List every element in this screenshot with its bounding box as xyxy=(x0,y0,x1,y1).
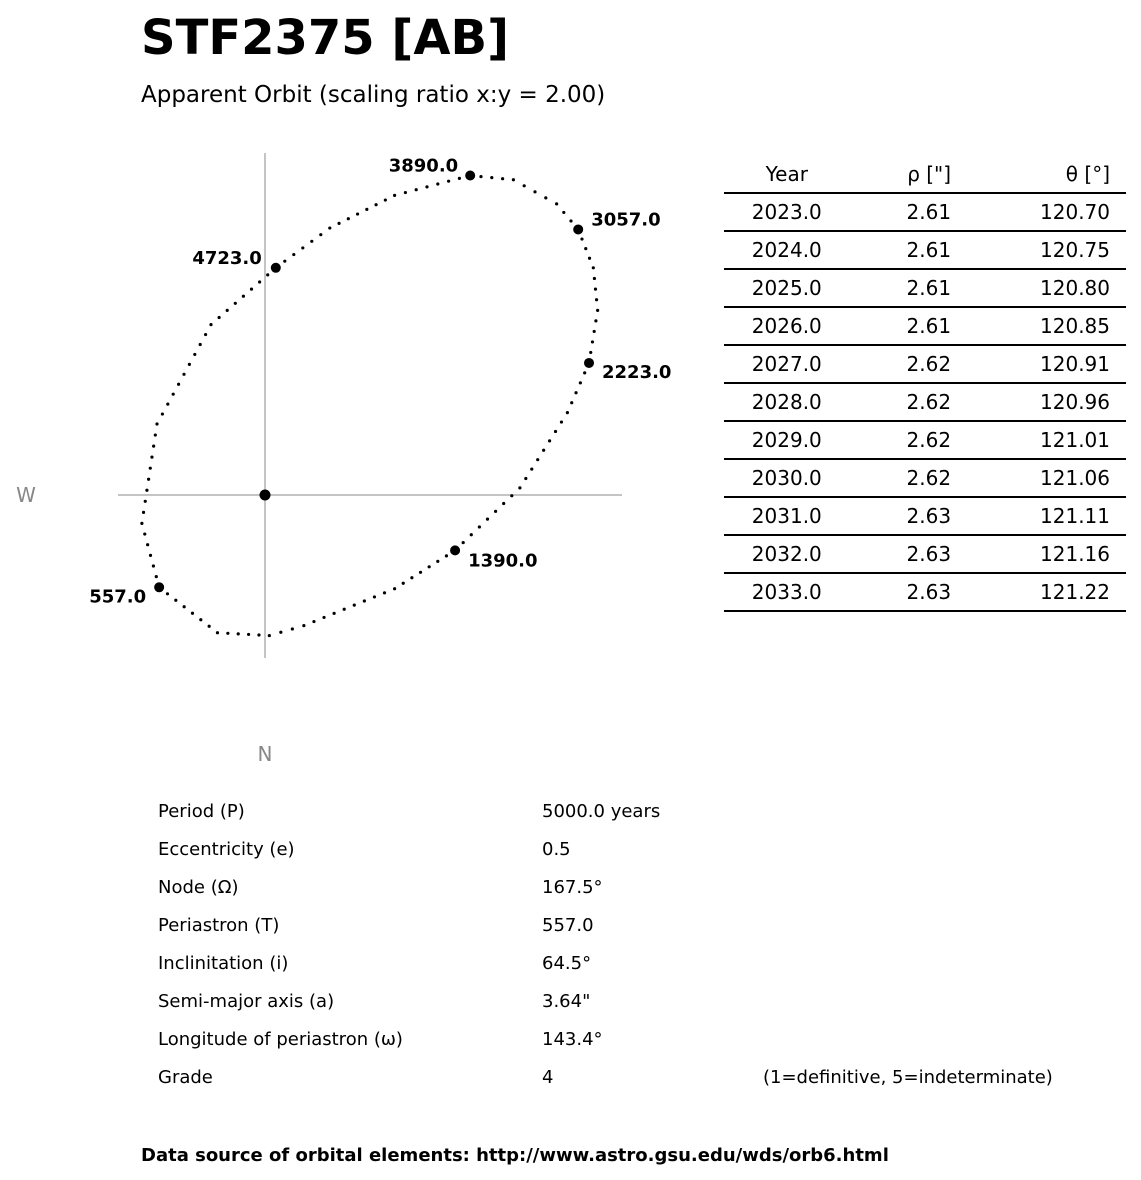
orbit-dot xyxy=(393,587,396,590)
orbit-dot xyxy=(583,371,586,374)
orbit-dot xyxy=(268,634,271,637)
year-cell: 2023.0 xyxy=(724,193,850,231)
rho-cell: 2.63 xyxy=(850,497,951,535)
theta-cell: 120.96 xyxy=(951,383,1126,421)
orbit-dot xyxy=(447,180,450,183)
orbit-dot xyxy=(152,444,155,447)
element-value: 0.5 xyxy=(542,839,571,860)
element-label: Grade xyxy=(158,1067,213,1088)
orbit-dot xyxy=(512,178,515,181)
orbit-dot xyxy=(218,316,221,319)
rho-cell: 2.62 xyxy=(850,345,951,383)
epoch-label: 3057.0 xyxy=(591,209,661,231)
orbit-dot xyxy=(247,633,250,636)
theta-cell: 121.22 xyxy=(951,573,1126,611)
orbit-dot xyxy=(410,576,413,579)
orbit-dot xyxy=(436,560,439,563)
orbit-dot xyxy=(542,449,545,452)
element-value: 143.4° xyxy=(542,1029,603,1050)
element-label: Semi-major axis (a) xyxy=(158,991,335,1012)
ephemeris-row xyxy=(724,573,1126,611)
epoch-label: 3890.0 xyxy=(388,155,459,177)
epoch-marker xyxy=(154,582,164,592)
orbit-dot xyxy=(142,511,145,514)
epoch-marker xyxy=(450,545,460,555)
element-label: Node (Ω) xyxy=(158,877,239,898)
orbit-dot xyxy=(486,518,489,521)
orbit-dot xyxy=(149,554,152,557)
orbit-dot xyxy=(479,175,482,178)
orbit-dot xyxy=(242,295,245,298)
orbit-dot xyxy=(562,211,565,214)
element-label: Inclinitation (i) xyxy=(158,953,289,974)
ephemeris-row xyxy=(724,497,1126,535)
page-title: STF2375 [AB] xyxy=(141,10,510,66)
orbit-dot xyxy=(353,604,356,607)
orbit-dot xyxy=(373,595,376,598)
orbit-dot xyxy=(570,401,573,404)
orbit-dot xyxy=(393,194,396,197)
rho-cell: 2.61 xyxy=(850,193,951,231)
orbit-dot xyxy=(536,458,539,461)
element-value: 167.5° xyxy=(542,877,603,898)
orbit-dot xyxy=(589,351,592,354)
epoch-markers xyxy=(89,156,671,608)
element-note: (1=definitive, 5=indeterminate) xyxy=(763,1067,1053,1088)
ephemeris-header-row xyxy=(724,156,1126,193)
orbit-dot xyxy=(209,323,212,326)
orbit-dot xyxy=(150,456,153,459)
orbit-dot xyxy=(166,403,169,406)
orbit-dot xyxy=(144,500,147,503)
orbit-dot xyxy=(458,177,461,180)
orbit-dot xyxy=(161,412,164,415)
year-cell: 2033.0 xyxy=(724,573,850,611)
orbit-dot xyxy=(177,383,180,386)
orbit-dot xyxy=(510,494,513,497)
theta-cell: 120.91 xyxy=(951,345,1126,383)
orbit-dot xyxy=(312,620,315,623)
orbit-dot xyxy=(560,420,563,423)
orbit-dot xyxy=(574,391,577,394)
ephemeris-row xyxy=(724,307,1126,345)
orbit-dot xyxy=(347,217,350,220)
orbit-dot xyxy=(428,565,431,568)
orbit-dot xyxy=(501,177,504,180)
north-label: N xyxy=(257,742,273,766)
orbit-dot xyxy=(533,190,536,193)
orbit-dot xyxy=(279,631,282,634)
theta-cell: 120.75 xyxy=(951,231,1126,269)
orbit-dot xyxy=(292,253,295,256)
orbit-dot xyxy=(147,478,150,481)
rho-cell: 2.62 xyxy=(850,459,951,497)
orbit-dot xyxy=(234,302,237,305)
element-value: 3.64" xyxy=(542,991,591,1012)
rho-cell: 2.63 xyxy=(850,535,951,573)
orbit-dot xyxy=(584,247,587,250)
orbit-dot xyxy=(258,280,261,283)
year-cell: 2026.0 xyxy=(724,307,850,345)
orbit-dot xyxy=(266,273,269,276)
orbit-dot xyxy=(155,575,158,578)
element-value: 4 xyxy=(542,1067,554,1088)
orbit-dot xyxy=(149,467,152,470)
orbit-dot xyxy=(594,288,597,291)
ephemeris-row xyxy=(724,193,1126,231)
ephemeris-row xyxy=(724,269,1126,307)
element-label: Period (P) xyxy=(158,801,245,822)
ephemeris-row xyxy=(724,459,1126,497)
orbit-dot xyxy=(363,599,366,602)
orbit-dot xyxy=(594,319,597,322)
ephemeris-row xyxy=(724,383,1126,421)
orbit-dot xyxy=(530,467,533,470)
orbit-dot xyxy=(518,486,521,489)
year-column-header: Year xyxy=(724,156,850,193)
epoch-marker xyxy=(584,358,594,368)
orbit-dot xyxy=(152,564,155,567)
rho-cell: 2.62 xyxy=(850,421,951,459)
orbit-dot xyxy=(146,543,149,546)
epoch-marker xyxy=(465,171,475,181)
orbit-dot xyxy=(356,212,359,215)
orbit-dot xyxy=(593,330,596,333)
orbit-dot xyxy=(580,237,583,240)
theta-cell: 120.80 xyxy=(951,269,1126,307)
year-cell: 2025.0 xyxy=(724,269,850,307)
orbit-dot xyxy=(490,176,493,179)
epoch-label: 4723.0 xyxy=(192,247,262,269)
year-cell: 2027.0 xyxy=(724,345,850,383)
orbit-dot xyxy=(445,554,448,557)
theta-cell: 121.16 xyxy=(951,535,1126,573)
orbit-dot xyxy=(172,393,175,396)
ephemeris-table xyxy=(724,156,1126,612)
orbit-dot xyxy=(478,525,481,528)
ephemeris-row xyxy=(724,535,1126,573)
orbit-dot xyxy=(302,624,305,627)
orbit-dot xyxy=(301,246,304,249)
orbit-dot xyxy=(593,277,596,280)
theta-cell: 120.70 xyxy=(951,193,1126,231)
element-label: Eccentricity (e) xyxy=(158,839,295,860)
orbit-dot xyxy=(191,612,194,615)
orbit-dot xyxy=(337,222,340,225)
orbit-dot xyxy=(310,240,313,243)
orbit-dot xyxy=(216,631,219,634)
orbit-dot xyxy=(524,477,527,480)
orbit-dot xyxy=(402,582,405,585)
orbit-dot xyxy=(182,373,185,376)
orbit-dot xyxy=(502,502,505,505)
orbit-dot xyxy=(588,257,591,260)
element-value: 5000.0 years xyxy=(542,801,661,822)
orbit-dot xyxy=(155,422,158,425)
orbit-dot xyxy=(283,260,286,263)
orbit-dot xyxy=(199,343,202,346)
ephemeris-row xyxy=(724,231,1126,269)
data-source-footer: Data source of orbital elements: http://www.astro.gsu.edu/wds/orb6.html xyxy=(141,1145,889,1166)
orbit-dot xyxy=(250,288,253,291)
orbit-dot xyxy=(419,571,422,574)
orbit-dot xyxy=(415,188,418,191)
theta-cell: 121.11 xyxy=(951,497,1126,535)
orbit-dot xyxy=(596,309,599,312)
year-cell: 2032.0 xyxy=(724,535,850,573)
orbit-dot xyxy=(154,433,157,436)
year-cell: 2030.0 xyxy=(724,459,850,497)
orbit-dot xyxy=(591,340,594,343)
orbit-dot xyxy=(166,592,169,595)
orbit-dot xyxy=(319,233,322,236)
epoch-marker xyxy=(573,224,583,234)
year-cell: 2024.0 xyxy=(724,231,850,269)
ephemeris-row xyxy=(724,345,1126,383)
orbit-plot xyxy=(0,0,700,780)
rho-cell: 2.61 xyxy=(850,231,951,269)
orbit-dot xyxy=(566,411,569,414)
year-cell: 2029.0 xyxy=(724,421,850,459)
orbit-dot xyxy=(208,625,211,628)
orbit-dot xyxy=(470,533,473,536)
orbit-dot xyxy=(494,510,497,513)
orbit-dot xyxy=(143,532,146,535)
orbit-dot xyxy=(592,266,595,269)
orbit-dot xyxy=(544,196,547,199)
theta-cell: 121.06 xyxy=(951,459,1126,497)
orbit-dot xyxy=(291,627,294,630)
orbit-dot xyxy=(365,208,368,211)
theta-cell: 120.85 xyxy=(951,307,1126,345)
epoch-label: 557.0 xyxy=(89,586,147,608)
orbit-dot xyxy=(145,489,148,492)
element-value: 557.0 xyxy=(542,915,594,936)
orbit-dot xyxy=(383,591,386,594)
orbit-dot xyxy=(193,353,196,356)
orbit-dot xyxy=(404,191,407,194)
orbit-dot xyxy=(374,203,377,206)
epoch-label: 2223.0 xyxy=(602,361,672,383)
epoch-label: 1390.0 xyxy=(468,550,538,572)
west-label: W xyxy=(16,483,36,507)
orbit-dot xyxy=(226,309,229,312)
primary-star-marker xyxy=(260,490,271,501)
orbit-dot xyxy=(257,633,260,636)
orbit-dot xyxy=(555,202,558,205)
rho-cell: 2.63 xyxy=(850,573,951,611)
orbit-dot xyxy=(554,430,557,433)
orbit-dot xyxy=(548,439,551,442)
orbit-dot xyxy=(199,618,202,621)
epoch-marker xyxy=(271,263,281,273)
chart-subtitle: Apparent Orbit (scaling ratio x:y = 2.00) xyxy=(141,82,606,108)
orbit-dot xyxy=(237,632,240,635)
orbit-dot xyxy=(595,298,598,301)
orbit-dot xyxy=(226,632,229,635)
orbit-dot xyxy=(343,608,346,611)
orbit-dot xyxy=(436,182,439,185)
theta-column-header: θ [°] xyxy=(951,156,1126,193)
orbit-dot xyxy=(523,184,526,187)
orbit-dot xyxy=(333,612,336,615)
orbit-dot xyxy=(183,605,186,608)
theta-cell: 121.01 xyxy=(951,421,1126,459)
rho-cell: 2.62 xyxy=(850,383,951,421)
rho-cell: 2.61 xyxy=(850,269,951,307)
year-cell: 2031.0 xyxy=(724,497,850,535)
orbit-dot xyxy=(569,219,572,222)
element-label: Longitude of periastron (ω) xyxy=(158,1029,403,1050)
orbit-dot xyxy=(425,185,428,188)
orbit-dot xyxy=(328,226,331,229)
orbit-dot xyxy=(579,381,582,384)
orbit-dot xyxy=(204,333,207,336)
element-label: Periastron (T) xyxy=(158,915,280,936)
orbit-dot xyxy=(188,363,191,366)
year-cell: 2028.0 xyxy=(724,383,850,421)
orbit-dot xyxy=(462,541,465,544)
orbit-dot xyxy=(140,522,143,525)
element-value: 64.5° xyxy=(542,953,592,974)
orbit-dot xyxy=(174,599,177,602)
rho-column-header: ρ ["] xyxy=(850,156,951,193)
orbit-dot xyxy=(384,198,387,201)
ephemeris-row xyxy=(724,421,1126,459)
rho-cell: 2.61 xyxy=(850,307,951,345)
orbit-dot xyxy=(322,616,325,619)
